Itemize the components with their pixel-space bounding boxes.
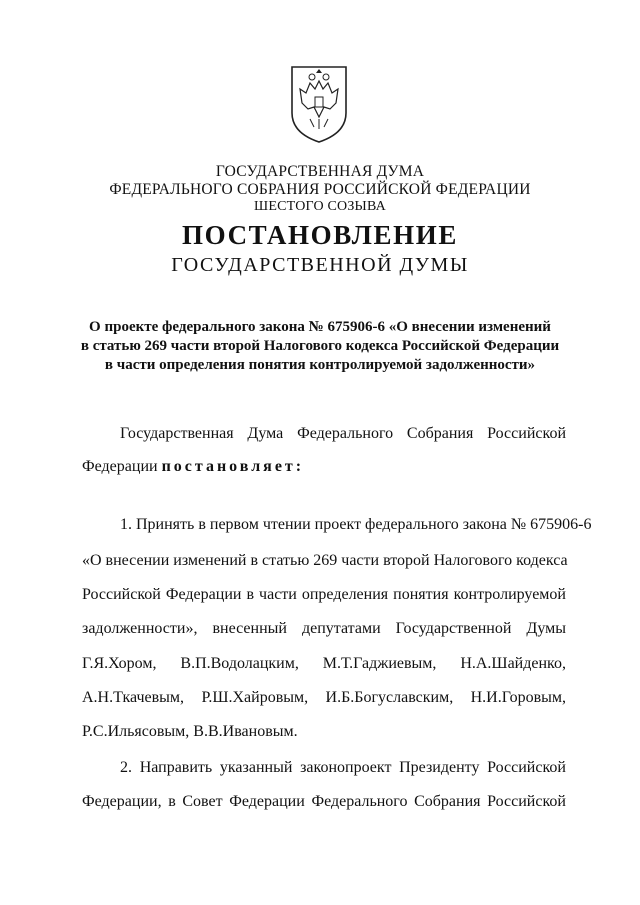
- intro-line-1: Государственная Дума Федерального Собрания Российской: [120, 425, 566, 442]
- intro-decree-word: постановляет:: [161, 458, 305, 475]
- subject-line-1: О проекте федерального закона № 675906-6 «О внесении изменений: [89, 319, 551, 335]
- intro-prefix: Федерации: [82, 458, 162, 475]
- subject-line-3: в части определения понятия контролируемой задолженности»: [104, 357, 536, 373]
- state-emblem-icon: [288, 63, 350, 145]
- item1-line-1: 1. Принять в первом чтении проект федерального закона № 675906-6: [120, 516, 592, 533]
- item2-line-2: Федерации, в Совет Федерации Федерального Собрания Российской: [82, 793, 566, 810]
- intro-line-2: [82, 457, 566, 477]
- item1-line-6: А.Н.Ткачевым, Р.Ш.Хайровым, И.Б.Богуславским, Н.И.Горовым,: [82, 689, 566, 706]
- document-subtitle: ГОСУДАРСТВЕННОЙ ДУМЫ: [171, 254, 469, 276]
- item2-line-1: 2. Направить указанный законопроект Президенту Российской: [120, 759, 566, 776]
- document-title: ПОСТАНОВЛЕНИЕ: [182, 220, 458, 250]
- header-line-2: ФЕДЕРАЛЬНОГО СОБРАНИЯ РОССИЙСКОЙ ФЕДЕРАЦИИ: [109, 181, 531, 198]
- header-line-1: ГОСУДАРСТВЕННАЯ ДУМА: [215, 163, 425, 180]
- item1-line-2: «О внесении изменений в статью 269 части второй Налогового кодекса: [82, 552, 568, 569]
- header-line-3: ШЕСТОГО СОЗЫВА: [254, 199, 386, 214]
- item1-line-7: Р.С.Ильясовым, В.В.Ивановым.: [82, 723, 298, 740]
- item1-line-3: Российской Федерации в части определения понятия контролируемой: [82, 586, 566, 603]
- subject-line-2: в статью 269 части второй Налогового кодекса Российской Федерации: [80, 338, 560, 354]
- item1-line-4: задолженности», внесенный депутатами Государственной Думы: [82, 620, 566, 637]
- item1-line-5: Г.Я.Хором, В.П.Водолацким, М.Т.Гаджиевым, Н.А.Шайденко,: [82, 655, 566, 672]
